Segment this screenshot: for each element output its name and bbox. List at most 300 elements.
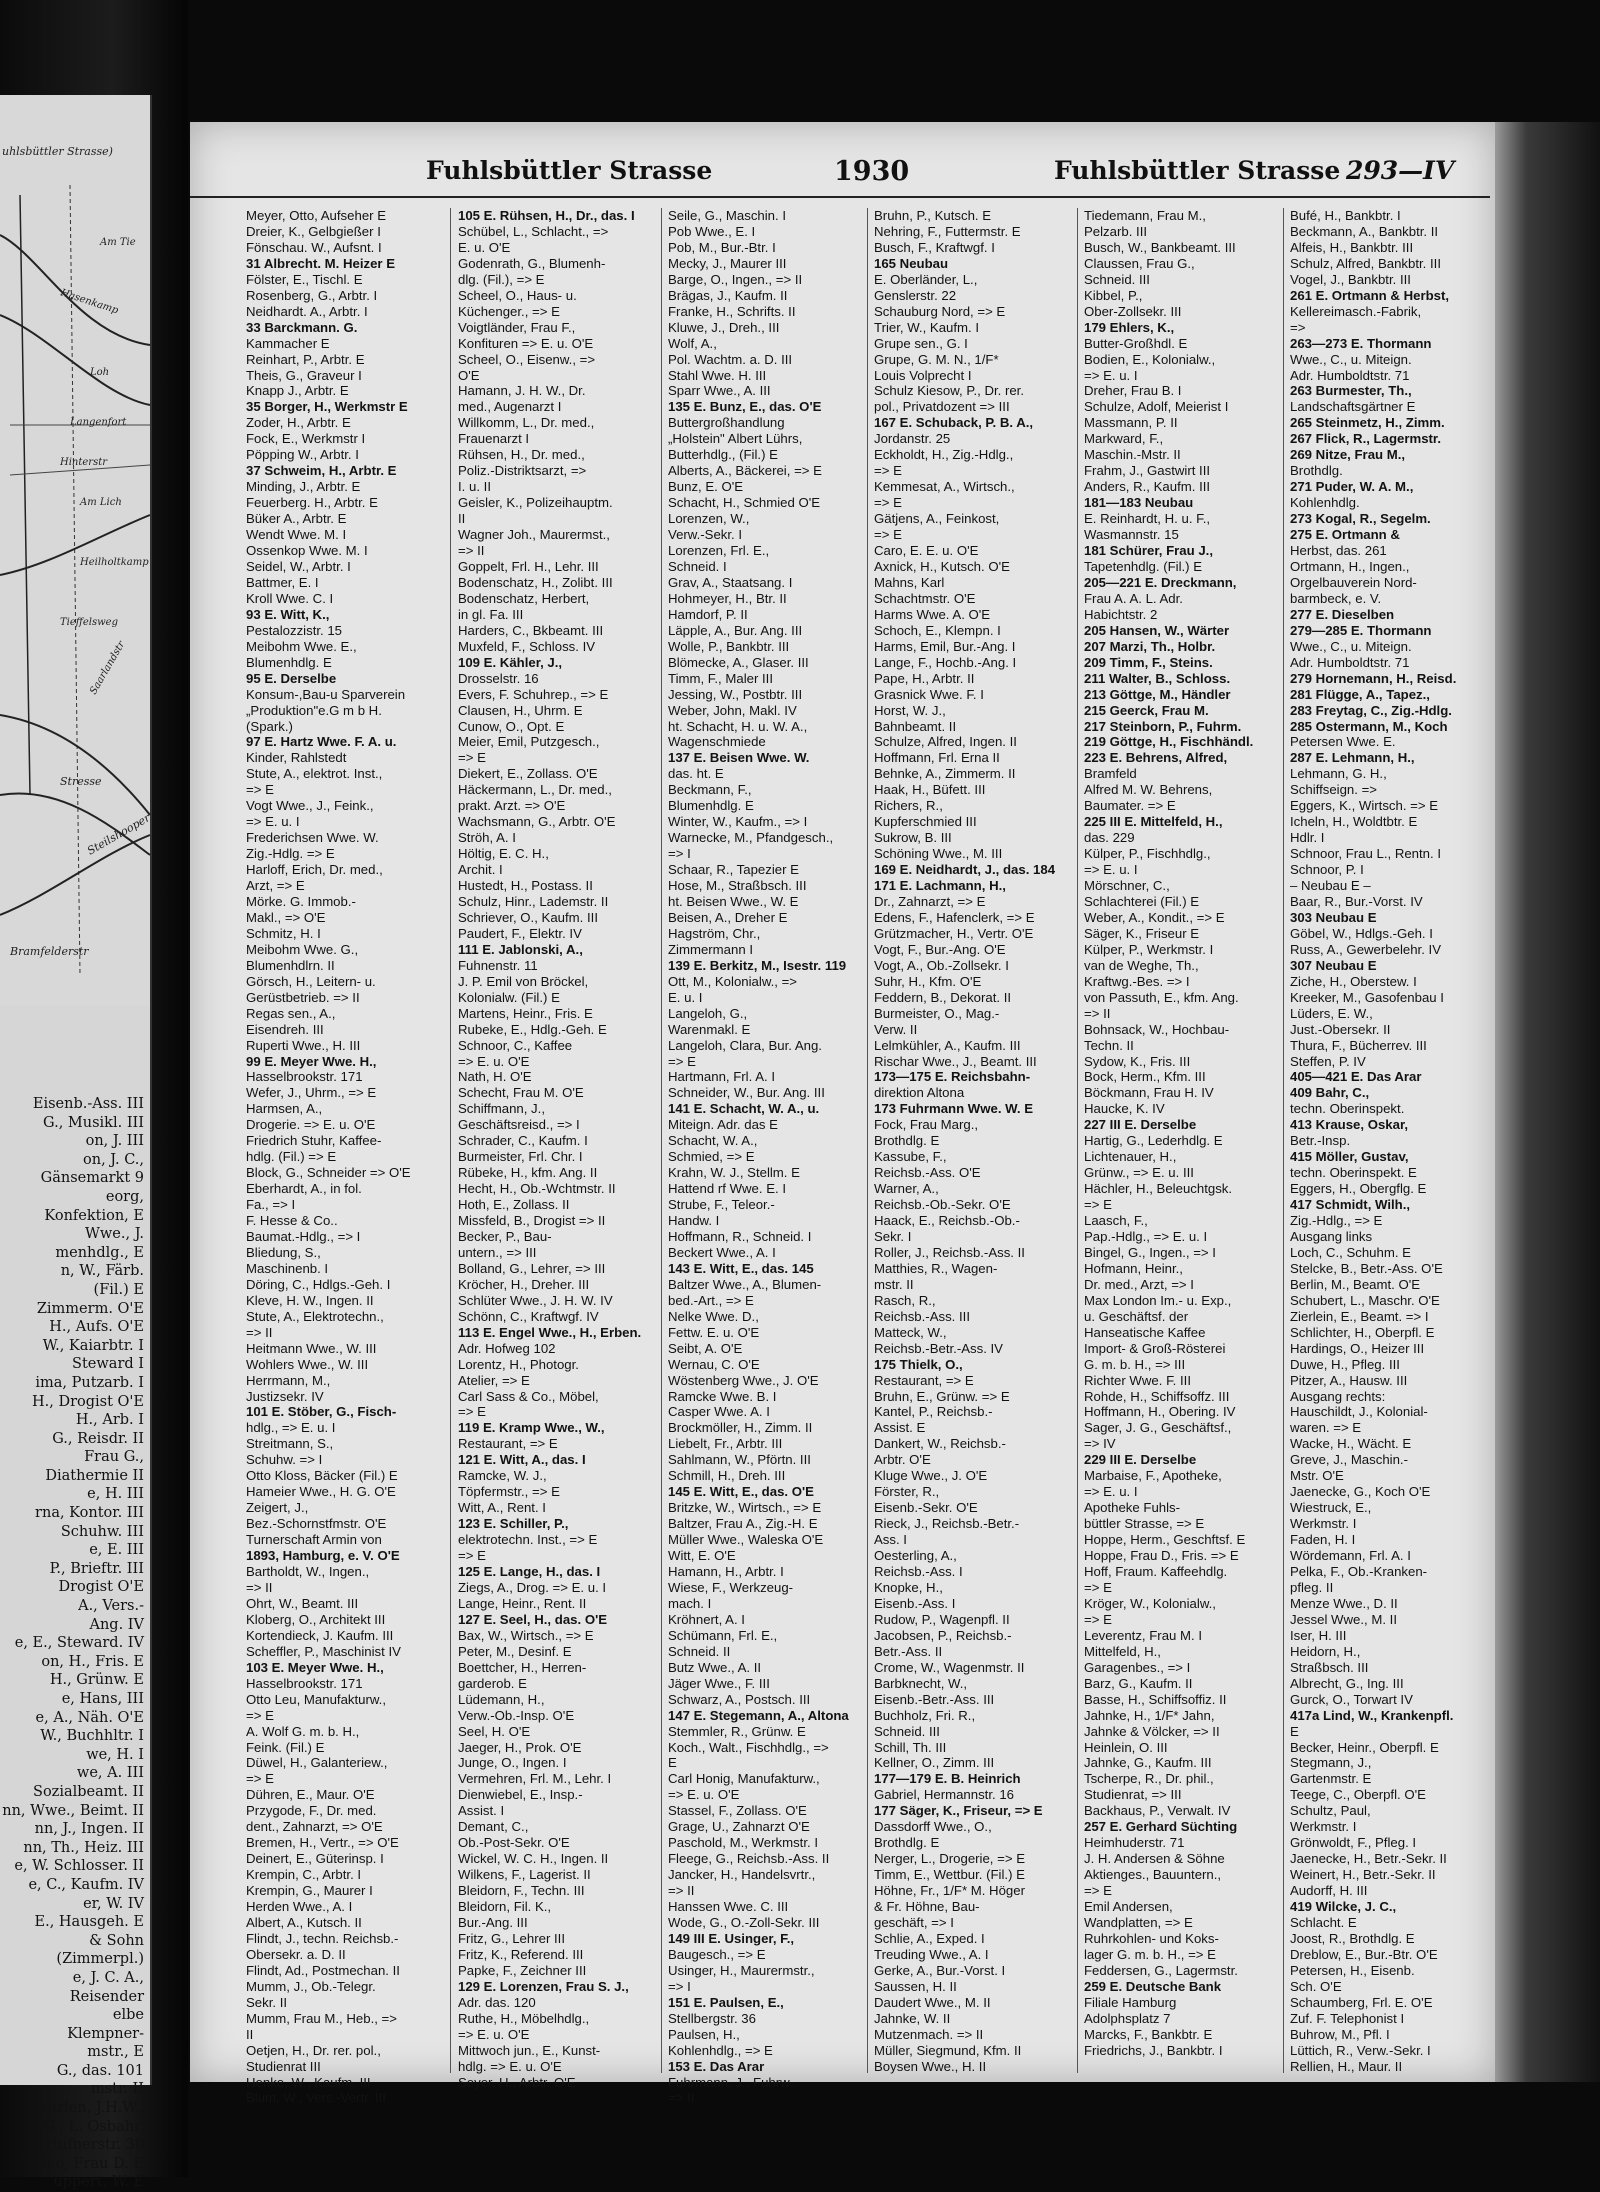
directory-entry: 215 Geerck, Frau M.	[1084, 702, 1209, 718]
directory-entry: Lange, F., Hochb.-Ang. I	[874, 654, 1017, 670]
directory-entry: Wendt Wwe. M. I	[246, 527, 347, 543]
directory-entry: Hanssen Wwe. C. III	[668, 1899, 789, 1915]
directory-entry: 409 Bahr, C.,	[1290, 1085, 1370, 1101]
directory-entry: Fleege, G., Reichsb.-Ass. II	[668, 1851, 830, 1867]
directory-entry: Mahns, Karl	[874, 574, 945, 590]
directory-entry: Apotheke Fuhls-	[1084, 1500, 1181, 1516]
directory-entry: Backhaus, P., Verwalt. IV	[1084, 1803, 1231, 1819]
directory-entry: 419 Wilcke, J. C.,	[1290, 1899, 1397, 1915]
left-page-line: n, W., Färb.	[60, 1263, 144, 1280]
directory-entry: 103 E. Meyer Wwe. H.,	[246, 1659, 384, 1675]
directory-entry: Schultz, Paul,	[1290, 1803, 1371, 1819]
directory-entry: Techn. II	[1084, 1037, 1134, 1053]
directory-entry: Kohlenhdlg., => E	[668, 2042, 773, 2058]
directory-entry: Jahnke & Völcker, => II	[1084, 1723, 1220, 1739]
directory-entry: Adr. Hofweg 102	[458, 1340, 556, 1356]
directory-entry: => E	[668, 1053, 696, 1069]
directory-entry: Casper Wwe. A. I	[668, 1404, 770, 1420]
left-page-line: A., Vers.-	[78, 1598, 144, 1615]
directory-entry: Bramfeld	[1084, 766, 1137, 782]
directory-entry: Hecht, H., Ob.-Wchtmstr. II	[458, 1181, 616, 1197]
directory-entry: Przygode, F., Dr. med.	[246, 1803, 377, 1819]
left-page-line: e, H. III	[87, 1486, 144, 1503]
directory-entry: Stegmann, J.,	[1290, 1755, 1372, 1771]
directory-entry: Russ, A., Gewerbelehr. IV	[1290, 941, 1441, 957]
directory-entry: 177 Säger, K., Friseur, => E	[874, 1803, 1043, 1819]
directory-entry: Bohnsack, W., Hochbau-	[1084, 1021, 1230, 1037]
directory-entry: Mecky, J., Maurer III	[668, 255, 787, 271]
left-page-line: W., Buchhltr. I	[40, 1728, 144, 1745]
directory-entry: => E	[458, 1404, 486, 1420]
directory-entry: Seibt, A. O'E	[668, 1340, 743, 1356]
directory-entry: Scheel, O., Haus- u.	[458, 287, 577, 303]
directory-entry: Dienwiebel, E., Insp.-	[458, 1787, 583, 1803]
directory-entry: Just.-Obersekr. II	[1290, 1021, 1391, 1037]
directory-entry: Schlüter Wwe., J. H. W. IV	[458, 1292, 613, 1308]
directory-entry: untern., => III	[458, 1244, 537, 1260]
directory-entry: Adr. Humboldtstr. 71	[1290, 367, 1410, 383]
directory-entry: Pap.-Hdlg., => E. u. I	[1084, 1229, 1208, 1244]
directory-entry: G. m. b. H., => III	[1084, 1356, 1186, 1372]
directory-entry: Bahnbeamt. II	[874, 718, 957, 734]
directory-entry: Ausgang links	[1290, 1229, 1373, 1244]
directory-entry: 171 E. Lachmann, H.,	[874, 878, 1006, 894]
directory-entry: Grage, U., Zahnarzt O'E	[668, 1819, 810, 1835]
directory-entry: => E. u. O'E	[458, 1053, 530, 1069]
directory-entry: Vogt, A., Ob.-Zollsekr. I	[874, 957, 1009, 973]
directory-entry: Kellereimasch.-Fabrik,	[1290, 303, 1422, 319]
directory-entry: Wernau, C. O'E	[668, 1356, 760, 1372]
directory-entry: Kassube, F.,	[874, 1149, 947, 1165]
directory-entry: Markward, F.,	[1084, 431, 1164, 447]
directory-entry: Bodenschatz, H., Zolibt. III	[458, 574, 613, 590]
directory-entry: Bock, Herm., Kfm. III	[1084, 1069, 1206, 1085]
left-page-line: e, A., Näh. O'E	[35, 1709, 144, 1726]
directory-entry: Frauenarzt I	[458, 431, 530, 447]
directory-entry: Streitmann, S.,	[246, 1436, 334, 1452]
directory-entry: Ott, M., Kolonialw., =>	[668, 973, 798, 989]
directory-entry: Albrecht, G., Ing. III	[1290, 1675, 1404, 1691]
directory-entry: 405—421 E. Das Arar	[1290, 1069, 1422, 1085]
directory-entry: Richter Wwe. F. III	[1084, 1372, 1191, 1388]
directory-entry: Anders, R., Kaufm. III	[1084, 479, 1211, 495]
left-page-line: H., Arb. I	[75, 1412, 144, 1429]
directory-entry: med., Augenarzt I	[458, 399, 562, 415]
left-page-line: H., Grünw. E	[49, 1672, 144, 1689]
directory-entry: Reichsb.-Ob.-Sekr. O'E	[874, 1197, 1011, 1213]
left-page-line: G., das. 101	[56, 2062, 144, 2079]
left-page-line: H., Drogist O'E	[31, 1393, 144, 1410]
directory-entry: hdlg. => E. u. O'E	[458, 2058, 562, 2074]
directory-entry: Kluwe, J., Dreh., III	[668, 319, 780, 335]
directory-entry: Warner, A.,	[874, 1181, 939, 1197]
left-page-line: e, C., Kaufm. IV	[28, 1876, 144, 1893]
directory-entry: Filiale Hamburg	[1084, 1994, 1177, 2010]
header-rule	[190, 196, 1490, 198]
directory-entry: 227 III E. Derselbe	[1084, 1117, 1197, 1133]
directory-entry: => E. u. I	[1084, 862, 1138, 878]
directory-entry: 269 Nitze, Frau M.,	[1290, 447, 1406, 463]
directory-entry: 275 E. Ortmann &	[1290, 527, 1400, 543]
directory-entry: 97 E. Hartz Wwe. F. A. u.	[246, 734, 397, 750]
directory-entry: Ruhrkohlen- und Koks-	[1084, 1930, 1219, 1946]
left-page-line: e, Hans, III	[61, 1691, 144, 1707]
directory-entry: Ass. I	[874, 1532, 907, 1548]
directory-entry: Schmill, H., Dreh. III	[668, 1468, 786, 1484]
directory-entry: Baumater. => E	[1084, 798, 1176, 814]
directory-entry: Fuhnenstr. 11	[458, 957, 538, 973]
left-page-line: E., Hausgeh. E	[34, 1914, 144, 1931]
directory-entry: von Passuth, E., kfm. Ang.	[1084, 989, 1239, 1005]
directory-entry: Stute, A., elektrot. Inst.,	[246, 766, 383, 782]
directory-entry: Harmsen, A.,	[246, 1101, 323, 1117]
directory-entry: Höltig, E. C. H.,	[458, 846, 549, 862]
directory-entry: Wagner Joh., Maurermst.,	[458, 527, 610, 543]
directory-entry: Heitmann Wwe., W. III	[246, 1340, 377, 1356]
map-label: Loh	[90, 367, 110, 378]
directory-entry: Hofmann, Heinr.,	[1084, 1260, 1183, 1276]
directory-entry: Carl Honig, Manufakturw.,	[668, 1771, 820, 1787]
directory-entry: Studienrat III	[246, 2058, 321, 2074]
directory-entry: Schönn, C., Kraftwgf. IV	[458, 1308, 599, 1324]
directory-entry: Schneid. I	[668, 558, 727, 574]
directory-entry: Frahm, J., Gastwirt III	[1084, 463, 1211, 479]
directory-entry: 229 III E. Derselbe	[1084, 1452, 1197, 1468]
directory-entry: Schlachterei (Fil.) E	[1084, 893, 1200, 909]
directory-entry: Jancker, H., Handelsvrtr.,	[668, 1867, 816, 1883]
directory-entry: Bruhn, P., Kutsch. E	[874, 208, 992, 223]
directory-entry: van de Weghe, Th.,	[1084, 957, 1199, 973]
directory-entry: Reichsb.-Ass. I	[874, 1564, 963, 1580]
directory-entry: Ober-Zollsekr. III	[1084, 303, 1182, 319]
directory-entry: Langeloh, G.,	[668, 1005, 748, 1021]
directory-entry: Witt, E. O'E	[668, 1548, 736, 1564]
left-page-line: Sozialbeamt. II	[33, 1783, 144, 1800]
directory-entry: Restaurant, => E	[874, 1372, 974, 1388]
directory-entry: Schneid. III	[1084, 271, 1150, 287]
left-page-line: Reisender	[69, 1988, 144, 2005]
directory-entry: Handw. I	[668, 1213, 720, 1229]
directory-entry: mach. I	[668, 1595, 712, 1611]
directory-entry: Düwel, H., Galanteriew.,	[246, 1755, 388, 1771]
directory-entry: Makl., => O'E	[246, 909, 326, 925]
directory-entry: Turnerschaft Armin von	[246, 1532, 382, 1548]
directory-entry: Hoffmann, Frl. Erna II	[874, 750, 1000, 766]
directory-entry: Eggers, K., Wirtsch. => E	[1290, 798, 1439, 814]
directory-entry: 263 Burmester, Th.,	[1290, 383, 1412, 399]
directory-entry: Rasch, R.,	[874, 1292, 936, 1308]
directory-entry: Vogel, J., Bankbtr. III	[1290, 271, 1411, 287]
left-page-line: G., Musikl. III	[43, 1114, 144, 1131]
directory-entry: Vermehren, Frl. M., Lehr. I	[458, 1771, 612, 1787]
directory-entry: Meyer, Otto, Aufseher E	[246, 208, 386, 223]
left-page-line: mstr., E	[87, 2044, 144, 2061]
column-4	[874, 208, 1066, 2075]
directory-entry: => E	[874, 463, 902, 479]
directory-entry: Drosselstr. 16	[458, 670, 539, 686]
directory-entry: 273 Kogal, R., Segelm.	[1290, 511, 1431, 527]
directory-entry: Verw.-Sekr. I	[668, 527, 743, 543]
directory-entry: Nehring, F., Futtermstr. E	[874, 223, 1021, 239]
directory-entry: Eberhardt, A., in fol.	[246, 1181, 362, 1197]
left-page	[0, 95, 153, 2191]
directory-entry: Eckholdt, H., Zig.-Hdlg.,	[874, 447, 1014, 463]
directory-entry: Krahn, W. J., Stellm. E	[668, 1165, 800, 1181]
directory-entry: 217 Steinborn, P., Fuhrm.	[1084, 718, 1242, 734]
directory-entry: Faden, H. I	[1290, 1532, 1356, 1548]
directory-entry: II	[246, 2026, 254, 2042]
directory-entry: 281 Flügge, A., Tapez.,	[1290, 686, 1430, 702]
directory-entry: Ramcke Wwe. B. I	[668, 1388, 777, 1404]
directory-entry: Blumenhdlg. E	[246, 654, 332, 670]
directory-entry: Justizsekr. IV	[246, 1388, 324, 1404]
directory-entry: 129 E. Lorenzen, Frau S. J.,	[458, 1978, 629, 1994]
directory-entry: Rubeke, E., Hdlg.-Geh. E	[458, 1021, 607, 1037]
directory-entry: 417a Lind, W., Krankenpfl.	[1290, 1707, 1454, 1723]
directory-entry: => II	[668, 2090, 695, 2106]
directory-entry: Rübeke, H., kfm. Ang. II	[458, 1165, 598, 1181]
map-label: Saarlandstr	[88, 639, 128, 697]
directory-entry: Herrmann, M.,	[246, 1372, 331, 1388]
directory-entry: 125 E. Lange, H., das. I	[458, 1564, 601, 1580]
directory-entry: Mstr. O'E	[1290, 1468, 1344, 1484]
directory-entry: Grönwoldt, F., Pfleg. I	[1290, 1835, 1417, 1851]
directory-entry: Fock, E., Werkmstr I	[246, 431, 366, 447]
directory-entry: Mutzenmach. => II	[874, 2026, 984, 2042]
directory-entry: Baltzer Wwe., A., Blumen-	[668, 1276, 822, 1292]
directory-entry: Nerger, L., Drogerie, => E	[874, 1851, 1025, 1867]
directory-entry: Langeloh, Clara, Bur. Ang.	[668, 1037, 822, 1053]
directory-entry: Adolphsplatz 7	[1084, 2010, 1171, 2026]
directory-entry: Aktienges., Bauuntern.,	[1084, 1867, 1222, 1883]
directory-entry: Hose, M., Straßbsch. III	[668, 878, 807, 894]
directory-entry: Rühsen, H., Dr. med.,	[458, 447, 585, 463]
street-map	[0, 95, 153, 1005]
directory-entry: => E	[1084, 1579, 1112, 1595]
directory-entry: Greve, J., Maschin.-	[1290, 1452, 1408, 1468]
directory-entry: Ob.-Post-Sekr. O'E	[458, 1835, 570, 1851]
directory-entry: Bur.-Ang. III	[458, 1914, 528, 1930]
directory-entry: Bremen, H., Vertr., => O'E	[246, 1835, 399, 1851]
directory-entry: Konfituren => E. u. O'E	[458, 335, 594, 351]
directory-entry: Zuf. F. Telephonist I	[1290, 2010, 1405, 2026]
directory-entry: Godenrath, G., Blumenh-	[458, 255, 606, 271]
directory-entry: Arbtr. O'E	[874, 1452, 931, 1468]
column-2	[458, 208, 650, 2090]
directory-entry: A. Wolf G. m. b. H.,	[246, 1723, 360, 1739]
directory-entry: 303 Neubau E	[1290, 909, 1377, 925]
left-page-line: Diathermie II	[45, 1467, 144, 1484]
directory-entry: Pape, H., Arbtr. II	[874, 670, 975, 686]
left-page-line: mo, Frau D. E	[41, 2155, 144, 2172]
column-divider	[1077, 208, 1078, 2073]
left-page-line: elbe	[112, 2007, 144, 2024]
directory-entry: u. Geschäftsf. der	[1084, 1308, 1189, 1324]
directory-entry: => E. u. I	[246, 814, 300, 830]
directory-entry: Zoder, H., Arbtr. E	[246, 415, 351, 431]
left-page-line: eorg,	[105, 1188, 144, 1205]
directory-entry: Lüders, E. W.,	[1290, 1005, 1373, 1021]
directory-entry: Mittwoch jun., E., Kunst-	[458, 2042, 601, 2058]
directory-entry: Gurck, O., Torwart IV	[1290, 1691, 1413, 1707]
directory-entry: Bez.-Schornstfmstr. O'E	[246, 1516, 387, 1532]
directory-entry: Lelmkühler, A., Kaufm. III	[874, 1037, 1021, 1053]
directory-entry: Fritz, G., Lehrer III	[458, 1930, 565, 1946]
directory-entry: Haak, H., Büfett. III	[874, 782, 986, 798]
directory-entry: Blumenhdlg. E	[668, 798, 754, 814]
directory-entry: Döring, C., Hdlgs.-Geh. I	[246, 1276, 391, 1292]
directory-entry: Meibohm Wwe. E.,	[246, 638, 357, 654]
directory-entry: Herden Wwe., A. I	[246, 1899, 353, 1915]
directory-entry: Dreier, K., Gelbgießer I	[246, 223, 381, 239]
map-label: Hasenkamp	[59, 287, 120, 317]
directory-entry: Adr. das. 120	[458, 1994, 536, 2010]
directory-entry: 181 Schürer, Frau J.,	[1084, 543, 1214, 559]
directory-entry: Blömecke, A., Glaser. III	[668, 654, 809, 670]
left-page-line: & Sohn	[89, 1932, 144, 1949]
directory-entry: Wachsmann, G., Arbtr. O'E	[458, 814, 616, 830]
left-page-line: on, J. III	[85, 1133, 144, 1150]
directory-entry: Säger, K., Friseur E	[1084, 925, 1200, 941]
directory-entry: 279 Hornemann, H., Reisd.	[1290, 670, 1457, 686]
directory-entry: Missfeld, B., Drogist => II	[458, 1213, 606, 1229]
directory-entry: II	[458, 511, 466, 527]
directory-entry: Bliedung, S.,	[246, 1244, 321, 1260]
directory-entry: Franke, H., Schrifts. II	[668, 303, 796, 319]
column-6	[1290, 208, 1482, 2075]
directory-entry: 211 Walter, B., Schloss.	[1084, 670, 1231, 686]
directory-entry: J. P. Emil von Bröckel,	[458, 973, 589, 989]
directory-entry: Jaenecke, H., Betr.-Sekr. II	[1290, 1851, 1447, 1867]
directory-entry: Pitzer, A., Hausw. III	[1290, 1372, 1408, 1388]
directory-entry: Feddern, B., Dekorat. II	[874, 989, 1012, 1005]
directory-entry: Sahlmann, W., Pförtn. III	[668, 1452, 811, 1468]
directory-entry: Kammacher E	[246, 335, 330, 351]
directory-entry: 175 Thielk, O.,	[874, 1356, 963, 1372]
directory-entry: Schöning Wwe., M. III	[874, 846, 1003, 862]
directory-entry: Buhrow, M., Pfl. I	[1290, 2026, 1390, 2042]
directory-entry: 147 E. Stegemann, A., Altona	[668, 1707, 849, 1723]
directory-entry: 165 Neubau	[874, 255, 949, 271]
directory-entry: Ziegs, A., Drog. => E. u. I	[458, 1579, 607, 1595]
directory-entry: Emil Andersen,	[1084, 1899, 1173, 1915]
directory-entry: Blum, W., Vers.-Vertr. III	[246, 2090, 386, 2106]
directory-entry: 181—183 Neubau	[1084, 495, 1194, 511]
directory-entry: Rohde, H., Schiffsoffz. III	[1084, 1388, 1230, 1404]
directory-entry: Bolland, G., Lehrer, => III	[458, 1260, 606, 1276]
directory-entry: Hoppe, Frau D., Fris. => E	[1084, 1548, 1239, 1564]
directory-entry: Wacke, H., Wächt. E	[1290, 1436, 1412, 1452]
directory-entry: Sukrow, B. III	[874, 830, 952, 846]
directory-entry: => E	[246, 1707, 274, 1723]
directory-entry: Friedrichs, J., Bankbtr. I	[1084, 2042, 1223, 2058]
directory-entry: 209 Timm, F., Steins.	[1084, 654, 1213, 670]
directory-entry: Schrader, C., Kaufm. I	[458, 1133, 588, 1149]
directory-entry: Kemmesat, A., Wirtsch.,	[874, 479, 1015, 495]
map-label: Tieffelsweg	[60, 617, 118, 628]
directory-entry: Feink. (Fil.) E	[246, 1739, 325, 1755]
directory-entry: Häckermann, L., Dr. med.,	[458, 782, 612, 798]
column-3	[668, 208, 860, 2106]
directory-entry: elektrotechn. Inst., => E	[458, 1532, 598, 1548]
directory-entry: Hartig, G., Lederhdlg. E	[1084, 1133, 1223, 1149]
directory-entry: => II	[1084, 1005, 1111, 1021]
directory-entry: Förster, R.,	[874, 1484, 940, 1500]
directory-entry: Tscherpe, R., Dr. phil.,	[1084, 1771, 1214, 1787]
directory-entry: Oesterling, A.,	[874, 1548, 957, 1564]
directory-entry: Pöpping W., Arbtr. I	[246, 447, 359, 463]
directory-entry: techn. Oberinspekt.	[1290, 1101, 1405, 1117]
directory-entry: Berlin, M., Beamt. O'E	[1290, 1276, 1421, 1292]
directory-entry: Atelier, => E	[458, 1372, 530, 1388]
directory-entry: Bruhn, E., Grünw. => E	[874, 1388, 1010, 1404]
directory-entry: Genslerstr. 22	[874, 287, 957, 303]
directory-entry: => E	[874, 527, 902, 543]
directory-entry: pol., Privatdozent => III	[874, 399, 1010, 415]
directory-entry: Leverentz, Frau M. I	[1084, 1627, 1202, 1643]
directory-entry: Hamann, J. H. W., Dr.	[458, 383, 586, 399]
directory-entry: 205—221 E. Dreckmann,	[1084, 574, 1237, 590]
directory-entry: Bingel, G., Ingen., => I	[1084, 1244, 1216, 1260]
directory-entry: Zimmermann I	[668, 941, 753, 957]
map-label: Bramfelderstr	[10, 945, 89, 958]
directory-entry: Reinhart, P., Arbtr. E	[246, 351, 365, 367]
directory-entry: E. u. O'E	[458, 239, 511, 255]
directory-entry: Schneid. II	[668, 1643, 731, 1659]
directory-entry: Behnke, A., Zimmerm. II	[874, 766, 1016, 782]
directory-entry: Hagström, Chr.,	[668, 925, 761, 941]
directory-entry: Scheel, O., Eisenw., =>	[458, 351, 596, 367]
directory-entry: Pelka, F., Ob.-Kranken-	[1290, 1564, 1428, 1580]
directory-entry: Martens, Heinr., Fris. E	[458, 1005, 593, 1021]
directory-entry: Ramcke, W. J.,	[458, 1468, 547, 1484]
directory-entry: Warnecke, M., Pfandgesch.,	[668, 830, 834, 846]
directory-entry: Flindt, J., techn. Reichsb.-	[246, 1930, 399, 1946]
directory-entry: Hoffmann, R., Schneid. I	[668, 1229, 812, 1244]
directory-entry: => E	[458, 1548, 486, 1564]
directory-entry: O'E	[458, 367, 480, 383]
directory-entry: Otto Kloss, Bäcker (Fil.) E	[246, 1468, 398, 1484]
directory-entry: Jordanstr. 25	[874, 431, 951, 447]
directory-entry: „Produktion"e.G m b H.	[246, 702, 382, 718]
column-divider	[1283, 208, 1284, 2073]
directory-entry: Feuerberg. H., Arbtr. E	[246, 495, 378, 511]
directory-entry: Friedrich Stuhr, Kaffee-	[246, 1133, 382, 1149]
directory-entry: => E	[1084, 1197, 1112, 1213]
directory-entry: dlg. (Fil.), => E	[458, 271, 545, 287]
directory-entry: Kreeker, M., Gasofenbau I	[1290, 989, 1444, 1005]
left-page-line: nn, J., Ingen. II	[34, 1821, 144, 1838]
directory-entry: 223 E. Behrens, Alfred,	[1084, 750, 1228, 766]
directory-entry: Harms Wwe. A. O'E	[874, 606, 991, 622]
directory-entry: Mumm, Frau M., Heb., =>	[246, 2010, 397, 2026]
directory-entry: 119 E. Kramp Wwe., W.,	[458, 1420, 605, 1436]
directory-entry: Müller Wwe., Waleska O'E	[668, 1532, 824, 1548]
directory-entry: Stute, A., Elektrotechn.,	[246, 1308, 384, 1324]
directory-entry: Schnoor, C., Kaffee	[458, 1037, 573, 1053]
directory-entry: Schubert, L., Maschr. O'E	[1290, 1292, 1440, 1308]
directory-entry: Stellbergstr. 36	[668, 2010, 756, 2026]
directory-entry: Barz, G., Kaufm. II	[1084, 1675, 1193, 1691]
directory-entry: 93 E. Witt, K.,	[246, 606, 330, 622]
directory-entry: Obersekr. a. D. II	[246, 1946, 346, 1962]
directory-entry: Eisenb.-Sekr. O'E	[874, 1500, 978, 1516]
directory-entry: 219 Göttge, H., Fischhändl.	[1084, 734, 1254, 750]
directory-entry: (Spark.)	[246, 718, 293, 734]
directory-entry: Tiedemann, Frau M.,	[1084, 208, 1206, 223]
directory-entry: Albert, A., Kutsch. II	[246, 1914, 362, 1930]
directory-entry: => E. u. I	[1084, 367, 1138, 383]
